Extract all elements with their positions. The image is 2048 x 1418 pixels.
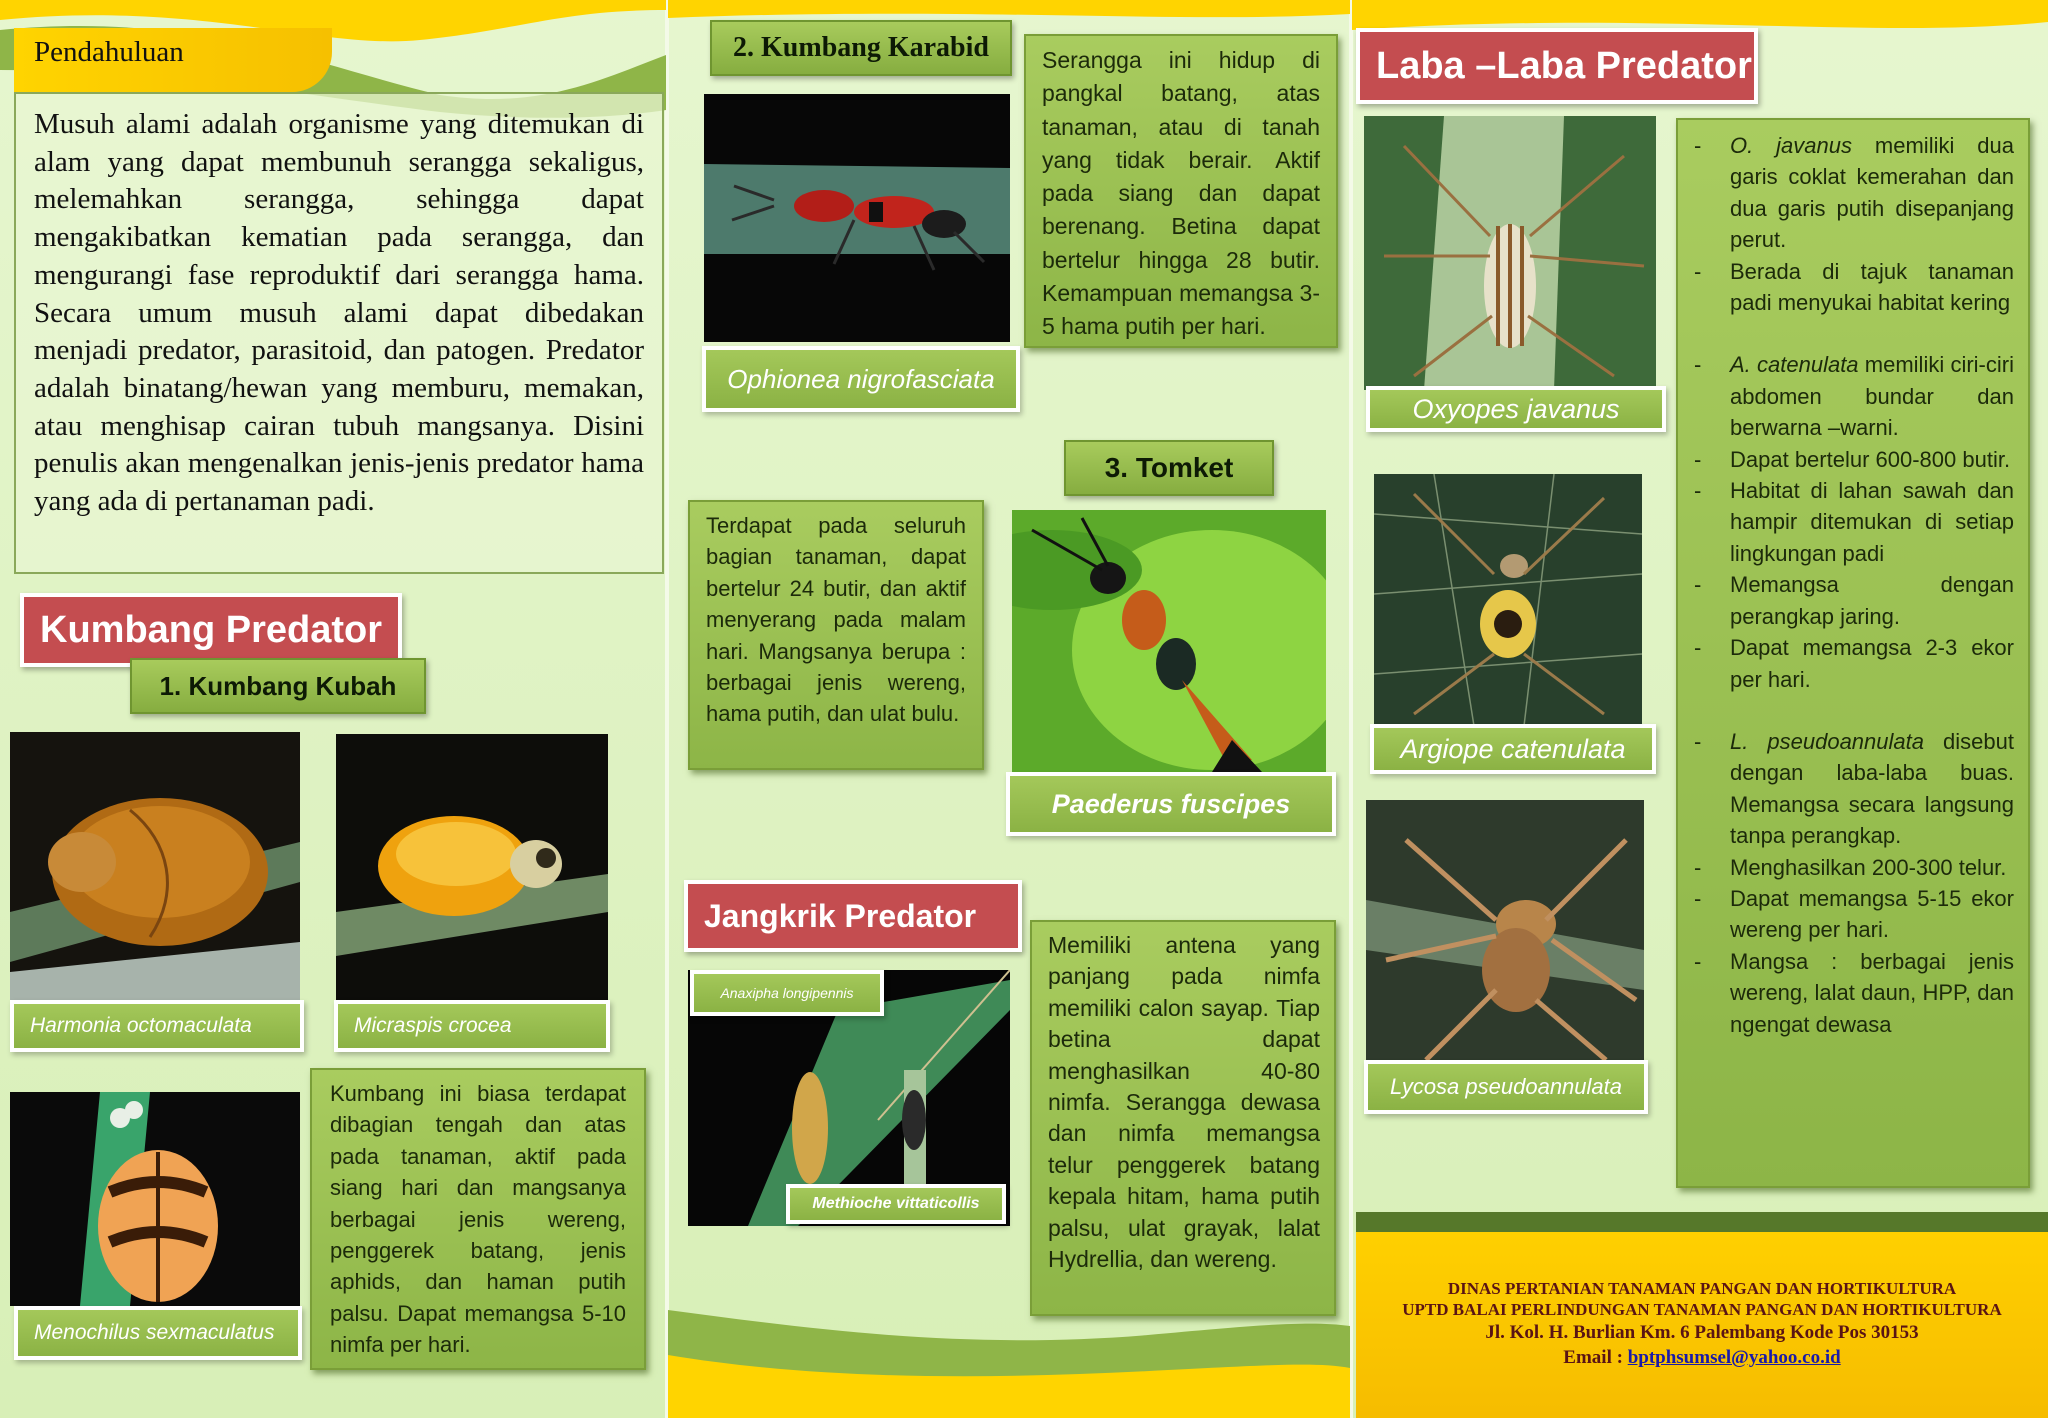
laba-group3-name: L. pseudoannulata <box>1730 728 1924 754</box>
kumbang-kubah-text: Kumbang ini biasa terdapat dibagian tengah dan atas pada tanaman, aktif pada siang hari dan mangsanya berbagai jenis wereng, penggerek batang, jenis aphids, dan haman putih palsu. Dapat memangsa 5-10 nimfa per hari. <box>330 1081 626 1358</box>
kumbang-kubah-title: 1. Kumbang Kubah <box>130 658 426 714</box>
photo-micraspis <box>336 734 608 1000</box>
footer-text <box>1356 1278 2048 1370</box>
caption-methioche: Methioche vittaticollis <box>786 1184 1006 1224</box>
footer-email-link[interactable]: bptphsumsel@yahoo.co.id <box>1627 1347 1841 1368</box>
laba-group3-item2: - Menghasilkan 200-300 telur. <box>1694 854 2007 880</box>
tomket-text-box <box>688 500 984 770</box>
kumbang-section-title: Kumbang Predator <box>20 593 402 667</box>
laba-group2-item1-text: memiliki ciri-ciri abdomen bundar dan berwarna –warni. <box>1730 352 2014 441</box>
caption-micraspis: Micraspis crocea <box>334 1000 610 1052</box>
photo-harmonia <box>10 732 300 1000</box>
kumbang-karabid-text: Serangga ini hidup di pangkal batang, atas tanaman, atau di tanah yang tidak berair. Aktif pada siang dan dapat berenang. Betina dapat bertelur hingga 28 butir. Kemampuan memangsa 3-5 hama putih per hari. <box>1042 47 1320 340</box>
footer-line3: Jl. Kol. H. Burlian Km. 6 Palembang Kode Pos 30153 <box>1485 1322 1919 1343</box>
jangkrik-text-box <box>1030 920 1336 1316</box>
footer-line2: UPTD BALAI PERLINDUNGAN TANAMAN PANGAN DAN HORTIKULTURA <box>1402 1300 2002 1319</box>
laba-group2-item2: - Dapat bertelur 600-800 butir. <box>1694 446 2011 472</box>
photo-oxyopes <box>1364 116 1656 390</box>
footer-line1: DINAS PERTANIAN TANAMAN PANGAN DAN HORTIKULTURA <box>1447 1279 1957 1298</box>
caption-lycosa: Lycosa pseudoannulata <box>1364 1060 1648 1114</box>
intro-body: Musuh alami adalah organisme yang ditemukan di alam yang dapat membunuh serangga sekaligus, melemahkan serangga, sehingga dapat mengakibatkan kematian pada serangga, dan mengurangi fase reproduktif dari serangga hama. Secara umum musuh alami dapat dibedakan menjadi predator, parasitoid, dan patogen. Predator adalah binatang/hewan yang memburu, memakan, atau menghisap cairan tubuh mangsanya. Disini penulis akan mengenalkan jenis-jenis predator hama yang ada di pertanaman padi. <box>34 108 644 518</box>
photo-ophionea <box>704 94 1010 342</box>
panel-divider-1 <box>665 0 669 1418</box>
laba-group2-item4: - Memangsa dengan perangkap jaring. <box>1694 572 2014 629</box>
laba-text-box <box>1676 118 2030 1188</box>
photo-menochilus <box>10 1092 300 1306</box>
laba-section-title: Laba –Laba Predator <box>1356 28 1758 104</box>
kumbang-karabid-title: 2. Kumbang Karabid <box>710 20 1012 76</box>
panel-divider-2 <box>1349 0 1353 1418</box>
jangkrik-section-title: Jangkrik Predator <box>684 880 1022 952</box>
tomket-text: Terdapat pada seluruh bagian tanaman, dapat bertelur 24 butir, dan aktif menyerang pada malam hari. Mangsanya berupa : berbagai jenis wereng, hama putih, dan ulat bulu. <box>706 513 966 727</box>
jangkrik-text: Memiliki antena yang panjang pada nimfa memiliki calon sayap. Tiap betina dapat menghasilkan 40-80 nimfa. Serangga dewasa dan nimfa memangsa telur penggerek batang kepala hitam, hama putih palsu, ulat grayak, lalat Hydrellia, dan wereng. <box>1048 932 1320 1273</box>
laba-group1-item2: - Berada di tajuk tanaman padi menyukai habitat kering <box>1694 258 2014 316</box>
caption-harmonia: Harmonia octomaculata <box>10 1000 304 1052</box>
intro-title: Pendahuluan <box>34 36 184 68</box>
laba-group1-item1-text: memiliki dua garis coklat kemerahan dan dua garis putih disepanjang perut. <box>1730 133 2014 253</box>
photo-argiope <box>1374 474 1642 726</box>
caption-ophionea: Ophionea nigrofasciata <box>702 346 1020 412</box>
photo-lycosa <box>1366 800 1644 1064</box>
caption-oxyopes: Oxyopes javanus <box>1366 386 1666 432</box>
laba-group3-item3: - Dapat memangsa 5-15 ekor wereng per hari. <box>1694 885 2014 943</box>
caption-anaxipha: Anaxipha longipennis <box>690 970 884 1016</box>
laba-group2-item1: - A. catenulata memiliki ciri-ciri abdomen bundar dan berwarna –warni. <box>1694 352 2014 441</box>
laba-group2-item5: - Dapat memangsa 2-3 ekor per hari. <box>1694 635 2014 692</box>
laba-group2-name: A. catenulata <box>1730 352 1859 378</box>
laba-group3-item1: - L. pseudoannulata disebut dengan laba-laba buas. Memangsa secara langsung tanpa perangkap. <box>1694 728 2014 849</box>
laba-group3-item4: - Mangsa : berbagai jenis wereng, lalat daun, HPP, dan ngengat dewasa <box>1694 948 2014 1037</box>
footer-email-label: Email : <box>1563 1347 1628 1368</box>
caption-argiope: Argiope catenulata <box>1370 724 1656 774</box>
laba-group2-item3: - Habitat di lahan sawah dan hampir ditemukan di setiap lingkungan padi <box>1694 478 2014 566</box>
caption-menochilus: Menochilus sexmaculatus <box>14 1306 302 1360</box>
laba-group1-item1: - O. javanus memiliki dua garis coklat kemerahan dan dua garis putih disepanjang perut. <box>1694 133 2014 253</box>
footer-email-line <box>1356 1345 2048 1370</box>
tomket-title: 3. Tomket <box>1064 440 1274 496</box>
footer-green-bar <box>1356 1212 2048 1232</box>
caption-paederus: Paederus fuscipes <box>1006 772 1336 836</box>
laba-group3-item1-text: disebut dengan laba-laba buas. Memangsa secara langsung tanpa perangkap. <box>1730 728 2014 849</box>
photo-paederus <box>1012 510 1326 772</box>
kumbang-kubah-text-box <box>310 1068 646 1370</box>
laba-group1-name: O. javanus <box>1730 133 1852 158</box>
kumbang-karabid-text-box <box>1024 34 1338 348</box>
